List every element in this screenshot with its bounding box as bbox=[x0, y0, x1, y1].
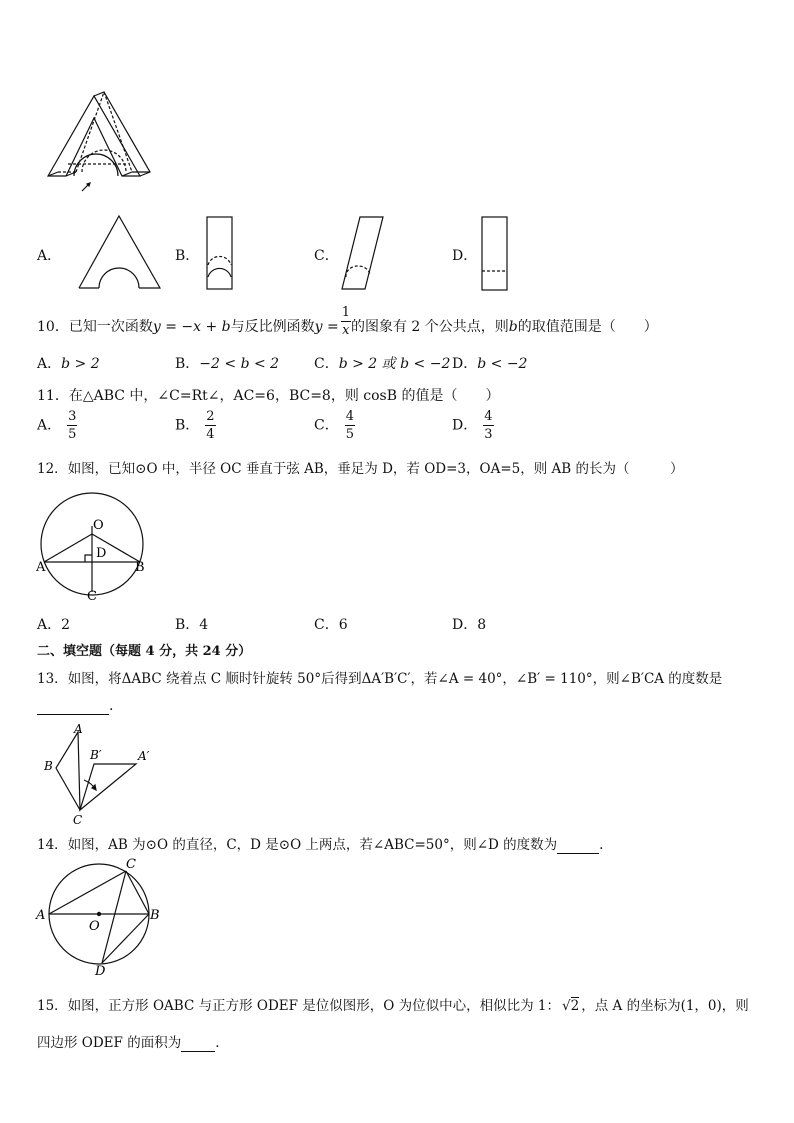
q11-option-c-label: C． bbox=[314, 417, 339, 434]
q12-option-c bbox=[314, 614, 348, 634]
q13-label-b: B bbox=[44, 759, 53, 773]
q10-text-4: 的取值范围是（ ） bbox=[517, 319, 658, 335]
q10-option-d bbox=[452, 353, 527, 373]
q11-option-c-fraction bbox=[345, 410, 355, 441]
q12-label-a: A bbox=[36, 560, 46, 575]
q13-text: 如图，将ΔABC 绕着点 C 顺时针旋转 50°后得到ΔA′B′C′，若∠A = 40°，∠B′ = 110°，则∠B′CA 的度数是 bbox=[67, 671, 723, 687]
q14-number: 14． bbox=[37, 837, 68, 853]
q11-option-b-label: B． bbox=[175, 417, 200, 434]
q15-sqrt bbox=[562, 998, 579, 1014]
q15-tail: . bbox=[215, 1035, 220, 1051]
question-12 bbox=[37, 457, 683, 477]
q12-option-d-label: D． bbox=[452, 617, 478, 633]
q10-fraction-denominator: x bbox=[342, 322, 350, 338]
q14-label-c: C bbox=[126, 857, 136, 872]
question-14 bbox=[37, 833, 603, 854]
q12-option-d bbox=[452, 614, 486, 634]
q15-text-2: ，点 A 的坐标为(1，0)，则 bbox=[581, 998, 749, 1014]
q11-option-a-den: 5 bbox=[68, 427, 77, 442]
q11-option-d bbox=[452, 410, 494, 441]
q13-answer-line bbox=[37, 698, 113, 715]
q12-option-a bbox=[37, 614, 70, 634]
q12-option-c-text: 6 bbox=[338, 617, 348, 633]
q12-option-b-text: 4 bbox=[199, 617, 209, 633]
q13-label-a-prime: A′ bbox=[138, 749, 150, 763]
q12-circle-figure bbox=[32, 482, 156, 606]
q10-text-1: 已知一次函数 bbox=[68, 319, 153, 335]
q11-number: 11． bbox=[37, 388, 69, 404]
q11-option-b bbox=[175, 410, 216, 441]
q11-option-b-den: 4 bbox=[206, 427, 215, 442]
q13-label-a: A bbox=[74, 722, 83, 736]
q12-number: 12． bbox=[37, 461, 68, 477]
q15-line-2-text: 四边形 ODEF 的面积为 bbox=[37, 1035, 182, 1051]
q14-center-point bbox=[97, 912, 101, 916]
q14-label-d: D bbox=[95, 964, 106, 979]
q12-option-d-text: 8 bbox=[477, 617, 487, 633]
q10-option-b-text: −2 < b < 2 bbox=[199, 356, 280, 372]
q12-label-o: O bbox=[93, 518, 104, 533]
q11-option-c-den: 5 bbox=[345, 427, 354, 442]
q14-label-a: A bbox=[36, 908, 46, 923]
q10-linear-equation: y = −x + b bbox=[152, 319, 231, 335]
q11-option-b-fraction bbox=[205, 410, 215, 441]
q9-option-b-label: B． bbox=[175, 248, 200, 264]
q9-option-b-figure bbox=[205, 215, 235, 291]
q14-text: 如图，AB 为⊙O 的直径，C，D 是⊙O 上两点，若∠ABC=50°，则∠D 的度数为 bbox=[67, 837, 558, 853]
question-11 bbox=[37, 385, 500, 405]
q13-label-c: C bbox=[73, 813, 83, 826]
q10-text-3: 的图象有 2 个公共点，则 bbox=[350, 319, 509, 335]
q14-circle-figure bbox=[34, 855, 164, 979]
q10-option-a-label: A． bbox=[37, 356, 62, 372]
q9-option-d-figure bbox=[480, 215, 510, 293]
q11-option-d-label: D． bbox=[452, 417, 478, 434]
q13-tail: . bbox=[109, 698, 114, 714]
question-15 bbox=[37, 994, 749, 1014]
q10-option-d-text: b < −2 bbox=[477, 356, 528, 372]
q13-rotation-figure bbox=[40, 722, 160, 826]
q14-label-o: O bbox=[89, 919, 100, 934]
q11-option-d-fraction bbox=[483, 410, 493, 441]
q12-option-b-label: B． bbox=[175, 617, 200, 633]
q12-label-b: B bbox=[135, 560, 145, 575]
q12-text: 如图，已知⊙O 中，半径 OC 垂直于弦 AB，垂足为 D，若 OD=3，OA=5，则 AB 的长为（ ） bbox=[67, 461, 684, 477]
q12-option-a-text: 2 bbox=[61, 617, 71, 633]
q11-option-a-num: 3 bbox=[68, 409, 77, 424]
q11-option-b-num: 2 bbox=[206, 409, 215, 424]
q15-number: 15． bbox=[37, 998, 68, 1014]
q15-answer-blank bbox=[181, 1035, 215, 1052]
q11-option-a bbox=[37, 410, 77, 441]
q10-inverse-y: y = bbox=[314, 319, 339, 335]
q10-option-b-label: B． bbox=[175, 356, 200, 372]
q10-b: b bbox=[508, 319, 518, 335]
q11-option-a-fraction bbox=[67, 410, 77, 441]
q10-option-c-label: C． bbox=[314, 356, 339, 372]
q9-main-figure bbox=[40, 88, 158, 196]
q9-option-a-label: A． bbox=[37, 248, 62, 264]
q11-option-c bbox=[314, 410, 355, 441]
q12-option-a-label: A． bbox=[37, 617, 62, 633]
q10-option-a bbox=[37, 353, 100, 373]
q12-option-b bbox=[175, 614, 208, 634]
q10-option-b bbox=[175, 353, 279, 373]
q10-option-c-text: b > 2 或 b < −2 bbox=[338, 356, 451, 372]
q14-label-b: B bbox=[150, 908, 160, 923]
q11-option-c-num: 4 bbox=[345, 409, 354, 424]
question-10 bbox=[37, 304, 658, 338]
q9-option-a-figure bbox=[77, 214, 163, 290]
q12-label-c: C bbox=[87, 589, 97, 604]
q9-option-d-label: D． bbox=[452, 248, 478, 264]
q10-option-d-label: D． bbox=[452, 356, 478, 372]
q11-option-d-den: 3 bbox=[484, 427, 493, 442]
q12-label-d: D bbox=[96, 546, 107, 561]
q10-number: 10． bbox=[37, 319, 69, 335]
q12-option-c-label: C． bbox=[314, 617, 339, 633]
q9-option-c-label: C． bbox=[314, 248, 339, 264]
q15-text-1: 如图，正方形 OABC 与正方形 ODEF 是位似图形，O 为位似中心，相似比为 1： bbox=[67, 998, 561, 1014]
q14-answer-blank bbox=[557, 837, 599, 854]
q11-text: 在△ABC 中，∠C=Rt∠，AC=6，BC=8，则 cosB 的值是（ ） bbox=[68, 388, 500, 404]
q10-option-a-text: b > 2 bbox=[61, 356, 100, 372]
q15-sqrt-value: 2 bbox=[570, 998, 580, 1014]
q10-fraction-numerator: 1 bbox=[341, 304, 350, 320]
q15-sqrt-sign: √ bbox=[562, 998, 571, 1014]
q11-option-a-label: A． bbox=[37, 417, 62, 434]
q14-tail: . bbox=[599, 837, 604, 853]
q13-label-b-prime: B′ bbox=[90, 748, 102, 762]
question-15-line-2 bbox=[37, 1031, 220, 1052]
q10-text-2: 与反比例函数 bbox=[230, 319, 315, 335]
q10-option-c bbox=[314, 353, 450, 373]
section-fill-in-title: 二、填空题（每题 4 分，共 24 分） bbox=[37, 644, 252, 659]
q9-option-c-figure bbox=[340, 215, 386, 291]
q11-option-d-num: 4 bbox=[484, 409, 493, 424]
q10-fraction bbox=[341, 306, 351, 337]
q13-number: 13． bbox=[37, 671, 68, 687]
q13-answer-blank bbox=[37, 698, 109, 715]
question-13 bbox=[37, 667, 722, 687]
